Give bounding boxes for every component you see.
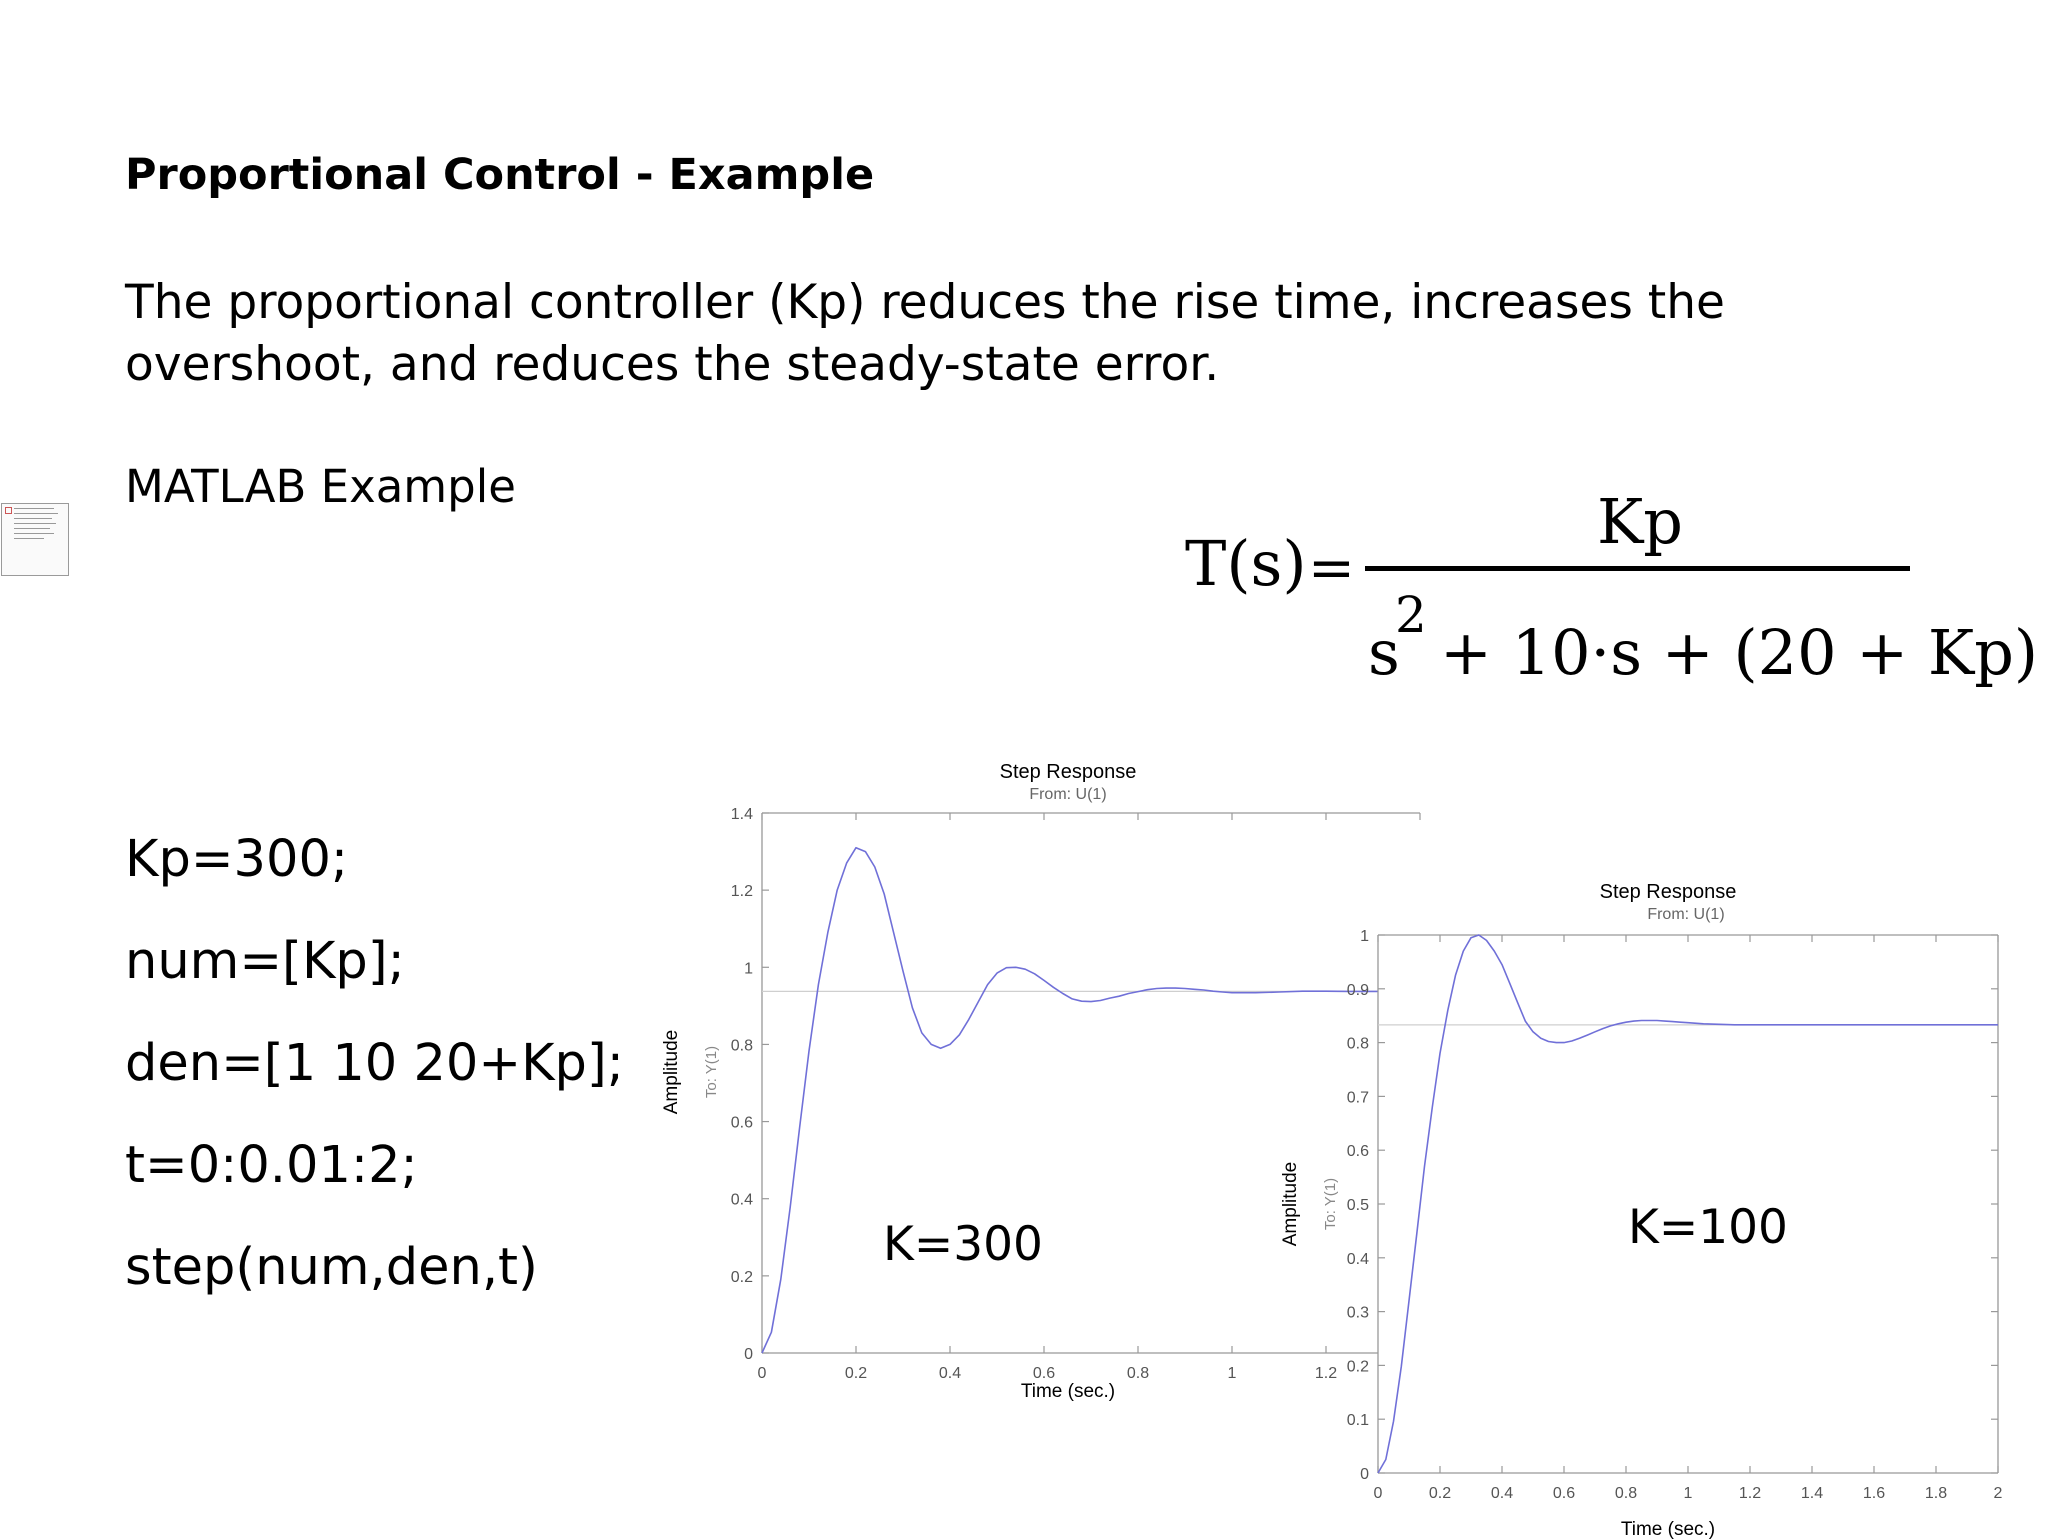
y-tick-label: 0 (1360, 1466, 1369, 1483)
x-tick-label: 2 (1993, 1485, 2003, 1502)
y-tick-label: 1 (1360, 928, 1369, 945)
chart-subtitle: From: U(1) (1647, 906, 1725, 923)
chart-subtitle: From: U(1) (1029, 786, 1107, 803)
y-tick-label: 0.8 (730, 1037, 753, 1055)
y-tick-label: 0.2 (730, 1268, 753, 1286)
x-axis-label: Time (sec.) (1020, 1381, 1116, 1402)
x-tick-label: 1.8 (1924, 1485, 1948, 1502)
x-tick-label: 1.6 (1862, 1485, 1886, 1502)
y-axis-sublabel: To: Y(1) (703, 1045, 720, 1099)
x-tick-label: 0.6 (1032, 1365, 1056, 1382)
y-tick-label: 0.3 (1346, 1304, 1369, 1322)
transfer-function-equation (0, 0, 2048, 720)
x-tick-label: 0 (1373, 1485, 1383, 1502)
y-tick-label: 0.5 (1346, 1197, 1369, 1214)
y-tick-label: 0.1 (1346, 1412, 1369, 1430)
y-tick-label: 0.2 (1346, 1358, 1369, 1376)
x-tick-label: 1.2 (1738, 1485, 1762, 1502)
x-tick-label: 1.4 (1800, 1485, 1824, 1502)
y-tick-label: 0.8 (1346, 1035, 1369, 1053)
y-tick-label: 1.4 (730, 806, 753, 823)
equation-lhs: T(s) (1185, 527, 1307, 600)
gain-annotation-k300: K=300 (883, 1217, 1043, 1272)
x-tick-label: 1 (1683, 1485, 1693, 1502)
equation-equals: = (1308, 536, 1355, 601)
y-tick-label: 1 (744, 960, 753, 978)
code-line: num=[Kp]; (125, 932, 405, 991)
y-tick-label: 0.7 (1346, 1089, 1369, 1107)
x-tick-label: 0.4 (938, 1365, 962, 1382)
gain-annotation-k100: K=100 (1628, 1200, 1788, 1255)
slide-paragraph: The proportional controller (Kp) reduces the rise time, increases the overshoot, and reduces the steady-state error. (125, 275, 1725, 392)
code-line: Kp=300; (125, 830, 349, 889)
equation-denominator-s: s (1368, 616, 1400, 689)
y-tick-label: 0.6 (1346, 1143, 1369, 1161)
equation-numerator: Kp (1596, 485, 1684, 558)
chart-title: Step Response (999, 761, 1137, 783)
x-tick-label: 0.8 (1614, 1485, 1638, 1502)
slide-title: Proportional Control - Example (125, 150, 875, 200)
code-line: step(num,den,t) (125, 1238, 538, 1297)
code-line: t=0:0.01:2; (125, 1136, 418, 1195)
x-tick-label: 0 (757, 1365, 767, 1382)
matlab-heading: MATLAB Example (125, 460, 516, 513)
code-line: den=[1 10 20+Kp]; (125, 1034, 624, 1093)
y-tick-label: 1.2 (730, 883, 753, 901)
x-tick-label: 0.2 (844, 1365, 868, 1382)
y-axis-sublabel: To: Y(1) (1322, 1177, 1339, 1231)
x-tick-label: 0.6 (1552, 1485, 1576, 1502)
x-tick-label: 1 (1227, 1365, 1237, 1382)
y-tick-label: 0.4 (730, 1191, 753, 1209)
x-axis-label: Time (sec.) (1620, 1519, 1716, 1540)
y-axis-label: Amplitude (661, 1029, 682, 1115)
y-tick-label: 0.9 (1346, 981, 1369, 999)
x-tick-label: 1.2 (1314, 1365, 1338, 1382)
equation-denominator-exponent: 2 (1395, 586, 1427, 644)
equation-denominator-rest: + 10·s + (20 + Kp) (1440, 616, 2039, 689)
y-tick-label: 0.4 (1346, 1250, 1369, 1268)
x-tick-label: 0.8 (1126, 1365, 1150, 1382)
y-tick-label: 0.6 (730, 1114, 753, 1132)
x-tick-label: 0.2 (1428, 1485, 1452, 1502)
chart-title: Step Response (1599, 881, 1737, 903)
y-axis-label: Amplitude (1280, 1161, 1301, 1247)
fraction-bar (1365, 566, 1910, 571)
x-tick-label: 0.4 (1490, 1485, 1514, 1502)
y-tick-label: 0 (744, 1346, 753, 1363)
